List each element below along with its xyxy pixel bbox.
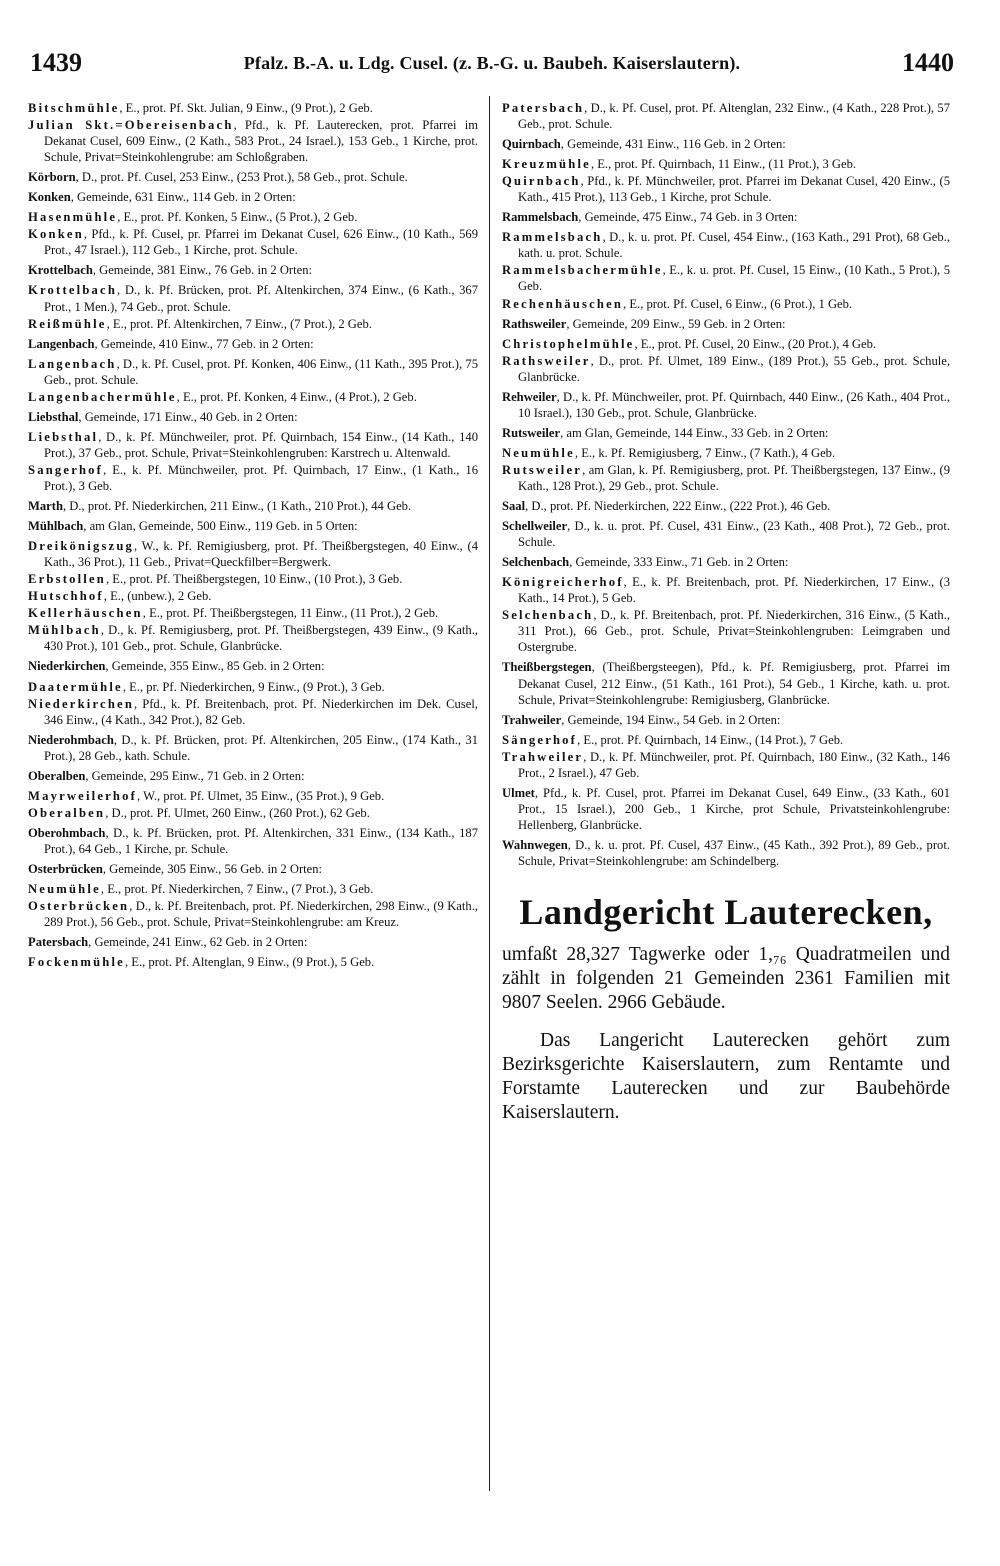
place-name: Mayrweilerhof [28, 788, 138, 803]
gazetteer-entry [502, 425, 950, 441]
place-details: , Gemeinde, 209 Einw., 59 Geb. in 2 Orten: [566, 316, 786, 331]
gazetteer-entry [502, 554, 950, 570]
place-name: Rammelsbach [502, 230, 603, 245]
gazetteer-entry [28, 282, 478, 314]
place-details: , E., (unbew.), 2 Geb. [103, 589, 212, 604]
place-name: Hutschhof [28, 589, 104, 604]
place-details: , E., prot. Pf. Skt. Julian, 9 Einw., (9 Prot.), 2 Geb. [119, 101, 373, 115]
place-details: , (Theißbergsteegen), Pfd., k. Pf. Remigiusberg, prot. Pfarrei im Dekanat Cusel, 212 Einw., (51 Kath., 161 Prot.), 54 Geb., 1 Kirche, kath. u. prot. Schule, Privat=Steinkohlengrube: Remigiusberg, Glanbrücke. [518, 660, 950, 707]
gazetteer-entry [28, 768, 478, 784]
left-page-number: 1439 [30, 48, 82, 77]
place-details: , Gemeinde, 475 Einw., 74 Geb. in 3 Orten: [578, 210, 798, 225]
gazetteer-entry [502, 518, 950, 550]
place-name: Reißmühle [28, 316, 107, 331]
place-details: , D., k. Pf. Brücken, prot. Pf. Altenkirchen, 205 Einw., (174 Kath., 31 Prot.), 28 Geb., kath. Schule. [44, 732, 478, 763]
place-name: Marth [28, 499, 63, 514]
place-details: , E., prot. Pf. Quirnbach, 11 Einw., (11 Prot.), 3 Geb. [590, 157, 857, 172]
gazetteer-entry [28, 356, 478, 388]
place-name: Oberohmbach [28, 825, 106, 840]
place-name: Quirnbach [502, 137, 561, 152]
gazetteer-entry [502, 607, 950, 655]
place-name: Rathsweiler [502, 316, 567, 331]
place-name: Konken [28, 190, 71, 205]
place-name: Patersbach [502, 101, 585, 115]
gazetteer-entry [502, 336, 950, 352]
place-details: , D., k. u. prot. Pf. Cusel, 431 Einw., (23 Kath., 408 Prot.), 72 Geb., prot. Schule. [518, 519, 950, 550]
gazetteer-entry [28, 825, 478, 857]
place-details: , am Glan, k. Pf. Remigiusberg, prot. Pf. Theißbergstegen, 137 Einw., (9 Kath., 128 Prot.), 29 Geb., prot. Schule. [518, 462, 950, 493]
gazetteer-entry [502, 785, 950, 833]
place-details: , D., k. Pf. Münchweiler, prot. Pf. Quirnbach, 180 Einw., (32 Kath., 146 Prot., 2 Israel.), 47 Geb. [518, 749, 950, 780]
gazetteer-entry [502, 749, 950, 781]
place-details: , Gemeinde, 241 Einw., 62 Geb. in 2 Orten: [88, 935, 308, 950]
place-name: Niederkirchen [28, 696, 135, 711]
gazetteer-entry [28, 316, 478, 332]
gazetteer-entry [28, 189, 478, 205]
place-name: Saal [502, 499, 526, 514]
place-details: , E., pr. Pf. Niederkirchen, 9 Einw., (9 Prot.), 3 Geb. [122, 679, 385, 694]
place-details: , Gemeinde, 171 Einw., 40 Geb. in 2 Orten: [78, 409, 298, 424]
place-name: Quirnbach [502, 174, 581, 189]
gazetteer-entry [502, 498, 950, 514]
place-name: Rathsweiler [502, 353, 591, 368]
place-name: Rammelsbach [502, 210, 579, 225]
place-details: , Gemeinde, 381 Einw., 76 Geb. in 2 Orten: [92, 263, 313, 278]
gazetteer-entry [28, 169, 478, 185]
section-paragraph-2: Das Langericht Lauterecken gehört zum Bezirksgerichte Kaiserslautern, zum Rentamte und Forstamte Lauterecken und zur Baubehörde Kaiserslautern. [502, 1030, 950, 1124]
gazetteer-entry [502, 712, 950, 728]
gazetteer-entry [28, 679, 478, 695]
place-name: Liebsthal [28, 409, 79, 424]
gazetteer-entry [28, 696, 478, 728]
gazetteer-entry [28, 622, 478, 654]
place-details: , E., prot. Pf. Theißbergstegen, 10 Einw., (10 Prot.), 3 Geb. [105, 572, 403, 587]
place-details: , Gemeinde, 431 Einw., 116 Geb. in 2 Orten: [560, 137, 786, 152]
section-title: Landgericht Lauterecken, [519, 892, 933, 933]
place-name: Daatermühle [28, 679, 123, 694]
gazetteer-entry [502, 173, 950, 205]
place-name: Kreuzmühle [502, 157, 591, 172]
place-name: Sangerhof [28, 462, 104, 477]
gazetteer-entry [28, 934, 478, 950]
place-name: Wahnwegen [502, 837, 568, 852]
place-details: , E., k. Pf. Breitenbach, prot. Pf. Niederkirchen, 17 Einw., (3 Kath., 14 Prot.), 5 Geb. [518, 575, 950, 606]
place-name: Christophelmühle [502, 336, 635, 351]
place-details: , D., k. Pf. Cusel, prot. Pf. Konken, 406 Einw., (11 Kath., 395 Prot.), 75 Geb., prot. Schule. [44, 356, 478, 387]
place-details: , D., prot. Pf. Cusel, 253 Einw., (253 Prot.), 58 Geb., prot. Schule. [75, 170, 408, 185]
gazetteer-entry [28, 881, 478, 897]
gazetteer-entry [502, 462, 950, 494]
gazetteer-entry [28, 788, 478, 804]
place-name: Neumühle [28, 882, 101, 897]
place-name: Fockenmühle [28, 955, 125, 970]
gazetteer-entry [502, 262, 950, 294]
gazetteer-entry [28, 409, 478, 425]
gazetteer-entry [28, 498, 478, 514]
place-name: Osterbrücken [28, 861, 103, 876]
place-name: Langenbach [28, 356, 117, 371]
right-page-number: 1440 [901, 48, 954, 77]
place-details: , D., prot. Pf. Niederkirchen, 211 Einw., (1 Kath., 210 Prot.), 44 Geb. [62, 499, 412, 514]
place-name: Mühlbach [28, 519, 84, 534]
place-details: , Gemeinde, 410 Einw., 77 Geb. in 2 Orten: [94, 336, 314, 351]
place-name: Krottelbach [28, 283, 118, 298]
place-details: , W., k. Pf. Remigiusberg, prot. Pf. Theißbergstegen, 40 Einw., (4 Kath., 36 Prot.), 11 Geb., Privat=Queckfilber=Bergwerk. [44, 539, 478, 570]
place-name: Erbstollen [28, 572, 106, 587]
gazetteer-entry [502, 209, 950, 225]
place-details: , E., k. u. prot. Pf. Cusel, 15 Einw., (10 Kath., 5 Prot.), 5 Geb. [518, 263, 950, 294]
gazetteer-entry [28, 658, 478, 674]
place-name: Selchenbach [502, 555, 570, 570]
place-details: , D., k. Pf. Cusel, prot. Pf. Altenglan, 232 Einw., (4 Kath., 228 Prot.), 57 Geb., prot. Schule. [518, 101, 950, 132]
gazetteer-entry [28, 518, 478, 534]
place-name: Mühlbach [28, 623, 101, 638]
gazetteer-entry [28, 262, 478, 278]
gazetteer-entry [28, 336, 478, 352]
page-header [30, 38, 954, 88]
place-name: Selchenbach [502, 608, 594, 623]
place-name: Konken [28, 227, 84, 242]
right-column [502, 100, 950, 1125]
gazetteer-entry [502, 659, 950, 707]
place-details: , D., k. u. prot. Pf. Cusel, 437 Einw., (45 Kath., 392 Prot.), 89 Geb., prot. Schule, Privat=Steinkohlengrube: am Schindelberg. [518, 837, 950, 868]
place-name: Rutsweiler [502, 425, 561, 440]
place-details: , E., prot. Pf. Konken, 5 Einw., (5 Prot.), 2 Geb. [117, 210, 358, 225]
column-divider [489, 96, 490, 1491]
place-details: , D., k. Pf. Münchweiler, prot. Pf. Quirnbach, 154 Einw., (14 Kath., 140 Prot.), 37 Geb., prot. Schule, Privat=Steinkohlengruben: Karstrech u. Altenwald. [44, 429, 478, 460]
place-name: Krottelbach [28, 263, 93, 278]
place-details: , E., prot. Pf. Theißbergstegen, 11 Einw., (11 Prot.), 2 Geb. [142, 606, 439, 621]
gazetteer-entry [28, 429, 478, 461]
gazetteer-entry [502, 445, 950, 461]
place-name: Rechenhäuschen [502, 296, 624, 311]
gazetteer-entry [28, 462, 478, 494]
gazetteer-entry [28, 100, 478, 116]
place-name: Bitschmühle [28, 101, 120, 115]
gazetteer-entry [28, 538, 478, 570]
gazetteer-entry [28, 805, 478, 821]
gazetteer-entry [502, 574, 950, 606]
place-details: , Gemeinde, 194 Einw., 54 Geb. in 2 Orten: [561, 712, 781, 727]
place-details: , Gemeinde, 355 Einw., 85 Geb. in 2 Orten: [105, 659, 325, 674]
place-details: , E., prot. Pf. Konken, 4 Einw., (4 Prot.), 2 Geb. [176, 389, 417, 404]
place-details: , D., k. Pf. Breitenbach, prot. Pf. Niederkirchen, 316 Einw., (5 Kath., 311 Prot.), 66 Geb., prot. Schule, Privat=Steinkohlengruben: Leimgraben und Ostergrube. [518, 608, 950, 655]
place-details: , am Glan, Gemeinde, 500 Einw., 119 Geb. in 5 Orten: [83, 519, 358, 534]
place-details: , D., k. Pf. Münchweiler, prot. Pf. Quirnbach, 440 Einw., (26 Kath., 404 Prot., 10 Israel.), 130 Geb., prot. Schule, Glanbrücke. [518, 389, 950, 420]
gazetteer-entry [28, 732, 478, 764]
place-name: Neumühle [502, 445, 575, 460]
place-details: , D., prot. Pf. Niederkirchen, 222 Einw., (222 Prot.), 46 Geb. [525, 499, 831, 514]
gazetteer-entry [502, 389, 950, 421]
gazetteer-entry [28, 117, 478, 165]
place-name: Niederkirchen [28, 659, 106, 674]
place-details: , E., prot. Pf. Cusel, 20 Einw., (20 Prot.), 4 Geb. [634, 336, 877, 351]
gazetteer-entry [502, 156, 950, 172]
right-column-entries [502, 100, 950, 869]
place-details: , D., prot. Pf. Ulmet, 189 Einw., (189 Prot.), 55 Geb., prot. Schule, Glanbrücke. [518, 353, 950, 384]
place-details: , Gemeinde, 333 Einw., 71 Geb. in 2 Orten: [569, 555, 789, 570]
place-name: Körborn [28, 170, 76, 185]
gazetteer-entry [502, 229, 950, 261]
running-title: Pfalz. B.-A. u. Ldg. Cusel. (z. B.-G. u. Baubeh. Kaiserslautern). [243, 52, 741, 73]
place-name: Osterbrücken [28, 899, 130, 914]
section-paragraph-1: umfaßt 28,327 Tagwerke oder 1,₇₆ Quadratmeilen und zählt in folgenden 21 Gemeinden 2361 Familien mit 9807 Seelen. 2966 Gebäude. [502, 944, 950, 1014]
place-name: Julian Skt.=Obereisenbach [28, 118, 234, 133]
place-name: Langenbach [28, 336, 95, 351]
place-details: , Pfd., k. Pf. Cusel, prot. Pfarrei im Dekanat Cusel, 649 Einw., (33 Kath., 601 Prot., 15 Israel.), 200 Geb., 1 Kirche, prot Schule, Privatsteinkohlengrube: Hellenberg, Glanbrücke. [518, 785, 950, 832]
gazetteer-entry [502, 296, 950, 312]
place-name: Niederohmbach [28, 732, 114, 747]
gazetteer-entry [502, 136, 950, 152]
place-name: Oberalben [28, 805, 106, 820]
place-details: , am Glan, Gemeinde, 144 Einw., 33 Geb. in 2 Orten: [560, 425, 829, 440]
place-details: , E., k. Pf. Münchweiler, prot. Pf. Quirnbach, 17 Einw., (1 Kath., 16 Prot.), 3 Geb. [44, 462, 478, 493]
place-name: Rutsweiler [502, 462, 583, 477]
gazetteer-entry [28, 209, 478, 225]
gazetteer-entry [28, 605, 478, 621]
place-details: , Pfd., k. Pf. Münchweiler, prot. Pfarrei im Dekanat Cusel, 420 Einw., (5 Kath., 415 Prot.), 113 Geb., 1 Kirche, prot Schule. [518, 174, 950, 205]
gazetteer-entry [502, 732, 950, 748]
place-details: , D., k. Pf. Brücken, prot. Pf. Altenkirchen, 331 Einw., (134 Kath., 187 Prot.), 64 Geb., 1 Kirche, pr. Schule. [44, 825, 478, 856]
place-name: Schellweiler [502, 519, 568, 534]
gazetteer-entry [28, 954, 478, 970]
place-name: Langenbachermühle [28, 389, 177, 404]
place-name: Theißbergstegen [502, 660, 592, 675]
place-details: , E., prot. Pf. Cusel, 6 Einw., (6 Prot.), 1 Geb. [623, 296, 853, 311]
place-details: , Pfd., k. Pf. Cusel, pr. Pfarrei im Dekanat Cusel, 626 Einw., (10 Kath., 569 Prot., 47 Israel.), 112 Geb., 1 Kirche, prot. Schule. [44, 227, 478, 258]
gazetteer-entry [28, 898, 478, 930]
gazetteer-entry [28, 226, 478, 258]
gazetteer-entry [28, 861, 478, 877]
place-name: Hasenmühle [28, 210, 118, 225]
place-name: Rammelsbachermühle [502, 263, 663, 278]
place-details: , E., prot. Pf. Quirnbach, 14 Einw., (14 Prot.), 7 Geb. [577, 732, 844, 747]
gazetteer-entry [502, 316, 950, 332]
place-details: , D., k. Pf. Brücken, prot. Pf. Altenkirchen, 374 Einw., (6 Kath., 367 Prot., 1 Men.), 74 Geb., prot. Schule. [44, 283, 478, 314]
gazetteer-entry [502, 837, 950, 869]
place-name: Dreikönigszug [28, 539, 135, 554]
place-details: , E., prot. Pf. Altenglan, 9 Einw., (9 Prot.), 5 Geb. [124, 955, 375, 970]
place-details: , Pfd., k. Pf. Breitenbach, prot. Pf. Niederkirchen im Dek. Cusel, 346 Einw., (4 Kath., 342 Prot.), 82 Geb. [44, 696, 478, 727]
place-details: , E., prot. Pf. Niederkirchen, 7 Einw., (7 Prot.), 3 Geb. [100, 882, 374, 897]
place-details: , Gemeinde, 631 Einw., 114 Geb. in 2 Orten: [70, 190, 296, 205]
gazetteer-entry [502, 100, 950, 132]
place-name: Trahweiler [502, 712, 562, 727]
place-name: Sängerhof [502, 732, 578, 747]
gazetteer-entry [28, 389, 478, 405]
place-details: , D., k. u. prot. Pf. Cusel, 454 Einw., (163 Kath., 291 Prot), 68 Geb., kath. u. prot. Schule. [518, 230, 950, 261]
place-details: , W., prot. Pf. Ulmet, 35 Einw., (35 Prot.), 9 Geb. [137, 788, 385, 803]
place-name: Königreicherhof [502, 575, 624, 590]
place-name: Trahweiler [502, 749, 584, 764]
left-column [28, 100, 478, 971]
place-details: , Gemeinde, 295 Einw., 71 Geb. in 2 Orten: [85, 768, 305, 783]
place-name: Oberalben [28, 768, 86, 783]
place-details: , E., k. Pf. Remigiusberg, 7 Einw., (7 Kath.), 4 Geb. [574, 445, 836, 460]
place-details: , D., k. Pf. Remigiusberg, prot. Pf. Theißbergstegen, 439 Einw., (9 Kath., 430 Prot.), 101 Geb., prot. Schule, Glanbrücke. [44, 623, 478, 654]
place-name: Ulmet [502, 785, 535, 800]
place-details: , Pfd., k. Pf. Lauterecken, prot. Pfarrei im Dekanat Cusel, 609 Einw., (2 Kath., 583 Prot., 24 Israel.), 153 Geb., 1 Kirche, prot. Schule, Privat=Steinkohlengrube: am Schloßgraben. [44, 118, 479, 165]
place-name: Patersbach [28, 935, 89, 950]
gazetteer-entry [28, 588, 478, 604]
place-details: , D., prot. Pf. Ulmet, 260 Einw., (260 Prot.), 62 Geb. [105, 805, 370, 820]
place-name: Kellerhäuschen [28, 606, 143, 621]
place-name: Rehweiler [502, 389, 557, 404]
place-details: , Gemeinde, 305 Einw., 56 Geb. in 2 Orten: [102, 861, 323, 876]
gazetteer-entry [502, 353, 950, 385]
place-details: , D., k. Pf. Breitenbach, prot. Pf. Niederkirchen, 298 Einw., (9 Kath., 289 Prot.), 56 Geb., prot. Schule, Privat=Steinkohlengrube: am Kreuz. [44, 899, 478, 930]
gazetteer-entry [28, 571, 478, 587]
place-name: Liebsthal [28, 429, 99, 444]
place-details: , E., prot. Pf. Altenkirchen, 7 Einw., (7 Prot.), 2 Geb. [106, 316, 372, 331]
